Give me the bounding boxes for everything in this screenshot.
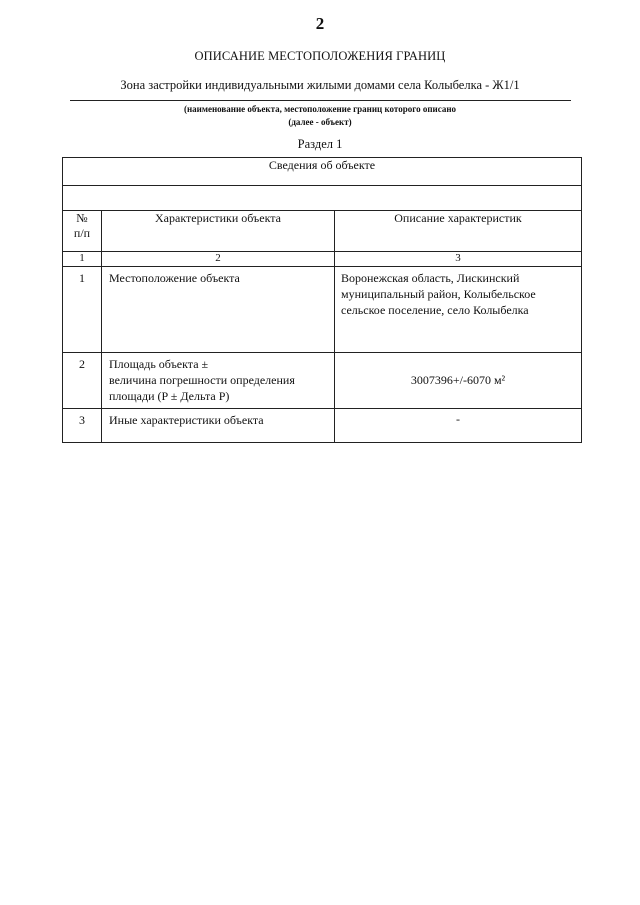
table-row bbox=[63, 267, 582, 353]
characteristic-line: Иные характеристики объекта bbox=[109, 413, 264, 427]
col-number-1: 1 bbox=[63, 252, 102, 267]
description-line: Воронежская область, Лискинский bbox=[341, 271, 520, 285]
characteristic-line: Площадь объекта ± bbox=[109, 357, 209, 371]
table-row bbox=[63, 409, 582, 443]
description-line: сельское поселение, село Колыбелка bbox=[341, 303, 529, 317]
description-line: муниципальный район, Колыбельское bbox=[341, 287, 536, 301]
row-characteristic bbox=[102, 267, 335, 353]
column-header-row bbox=[63, 211, 582, 252]
row-description: - bbox=[335, 409, 582, 443]
column-number-row bbox=[63, 252, 582, 267]
row-number: 3 bbox=[63, 409, 102, 443]
col-header-num bbox=[63, 211, 102, 252]
characteristic-line: площади (P ± Дельта P) bbox=[109, 389, 230, 403]
col-number-3: 3 bbox=[335, 252, 582, 267]
document-title: ОПИСАНИЕ МЕСТОПОЛОЖЕНИЯ ГРАНИЦ bbox=[194, 49, 446, 63]
characteristic-line: величина погрешности определения bbox=[109, 373, 295, 387]
table-header-row bbox=[63, 158, 582, 186]
page-number: 2 bbox=[315, 14, 325, 33]
table-header: Сведения об объекте bbox=[63, 158, 582, 186]
caption-line-1: (наименование объекта, местоположение границ которого описано bbox=[183, 104, 457, 114]
row-description: 3007396+/-6070 м² bbox=[335, 353, 582, 409]
col-header-characteristics: Характеристики объекта bbox=[102, 211, 335, 252]
table-empty-row bbox=[63, 186, 582, 211]
object-info-table bbox=[62, 157, 582, 443]
object-name-caption bbox=[0, 103, 640, 129]
object-name-underline bbox=[70, 100, 571, 101]
row-characteristic bbox=[102, 353, 335, 409]
empty-cell bbox=[63, 186, 582, 211]
row-description bbox=[335, 267, 582, 353]
row-number: 2 bbox=[63, 353, 102, 409]
row-characteristic bbox=[102, 409, 335, 443]
section-label: Раздел 1 bbox=[297, 137, 343, 151]
object-name: Зона застройки индивидуальными жилыми домами села Колыбелка - Ж1/1 bbox=[120, 78, 520, 92]
col-header-description: Описание характеристик bbox=[335, 211, 582, 252]
col-header-num-line2: п/п bbox=[73, 226, 91, 240]
characteristic-line: Местоположение объекта bbox=[109, 271, 240, 285]
col-header-num-line1: № bbox=[76, 211, 88, 225]
row-number: 1 bbox=[63, 267, 102, 353]
caption-line-2: (далее - объект) bbox=[288, 117, 352, 127]
col-number-2: 2 bbox=[102, 252, 335, 267]
table-row bbox=[63, 353, 582, 409]
